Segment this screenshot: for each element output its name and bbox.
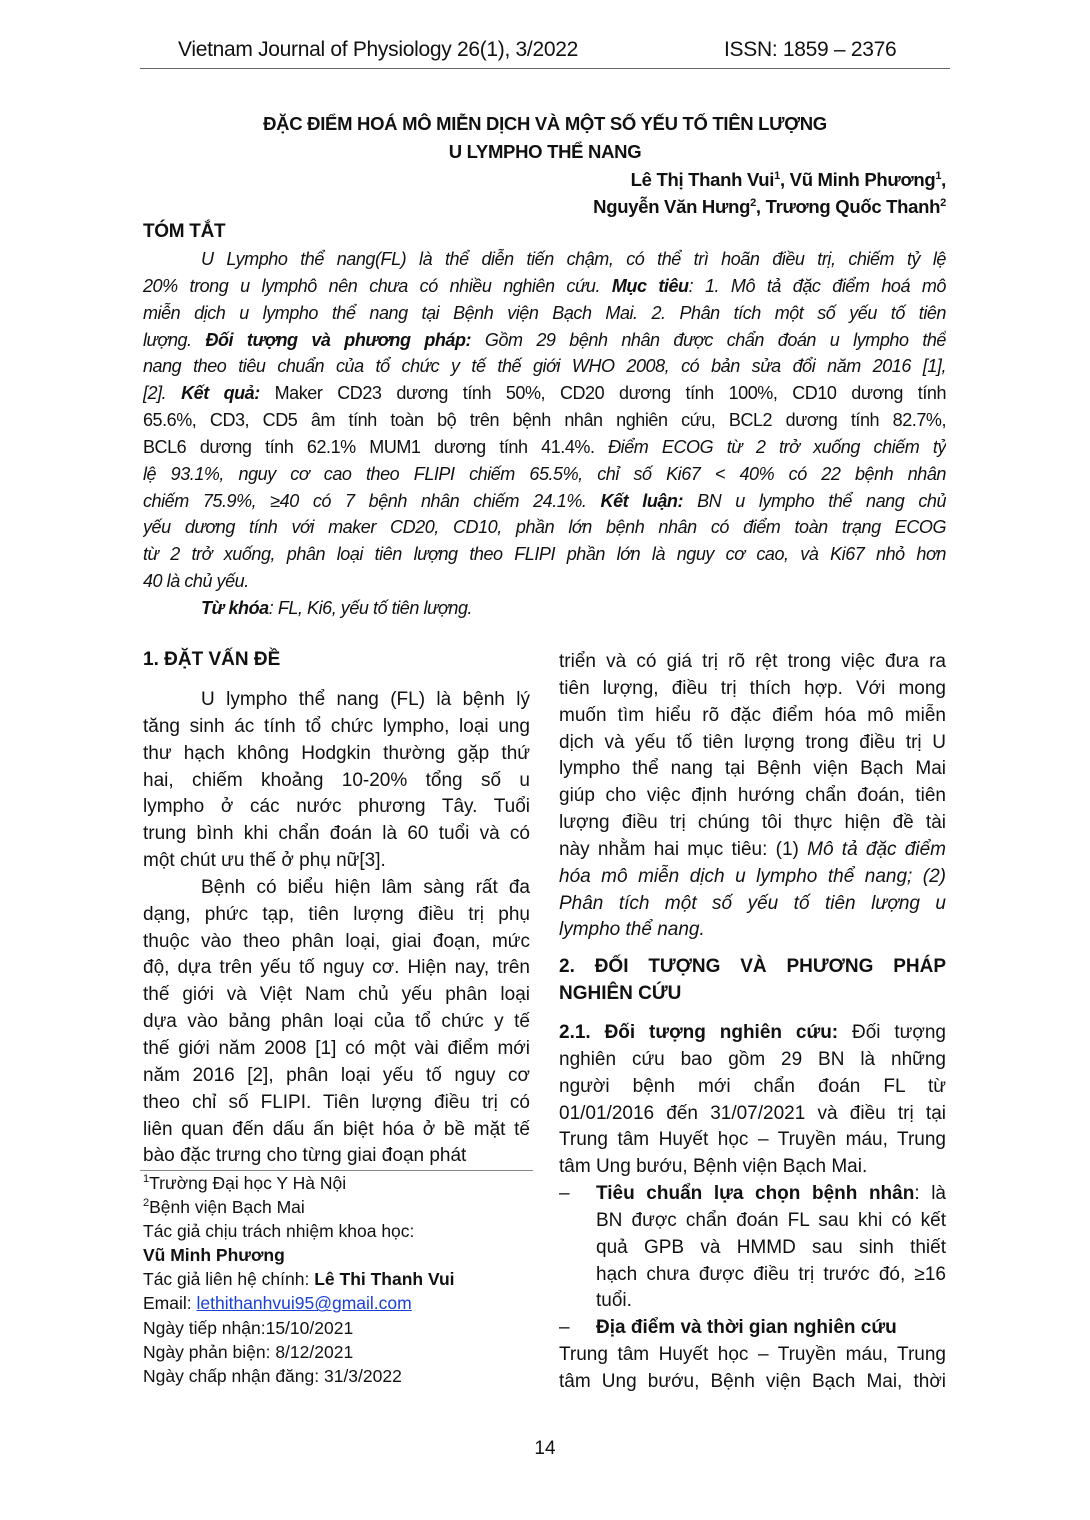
text-run: : là (914, 1183, 946, 1205)
text-line (143, 327, 946, 354)
text-line (559, 837, 946, 864)
text-run: triển và có giá trị rõ rệt trong việc đưa ra (559, 651, 946, 672)
text-run: Nguyễn Văn Hưng (593, 196, 751, 217)
text-line (143, 982, 530, 1009)
text-run: Trung tâm Huyết học – Truyền máu, Trung (559, 1344, 946, 1366)
text-run: 1 (143, 1173, 150, 1186)
text-run: này nhằm hai mục tiêu: (1) (559, 838, 808, 860)
text-run: Điểm ECOG từ 2 trở xuống chiếm tỷ (608, 436, 946, 457)
text-run: hóa mô miễn dịch u lympho thể nang; (2) (559, 865, 946, 887)
text-run: dạng, phức tạp, tiên lượng điều trị phụ (143, 903, 530, 925)
text-line (143, 1219, 533, 1243)
text-line (559, 1154, 946, 1181)
section-2-heading-line (559, 954, 946, 981)
author-line (593, 166, 946, 193)
text-line (559, 1020, 946, 1047)
text-line (559, 1208, 946, 1235)
text-line (143, 1009, 530, 1036)
text-run: tiên lượng, điều trị thích hợp. Với mong (559, 677, 946, 699)
text-line (559, 1288, 946, 1315)
text-run: Trường Đại học Y Hà Nội (149, 1173, 347, 1193)
text-run: [2]. (143, 383, 182, 404)
text-line (143, 794, 530, 821)
bullet-dash: – (559, 1317, 570, 1339)
text-line (143, 568, 946, 595)
text-run: một chút ưu thế ở phụ nữ[3]. (143, 850, 386, 872)
text-line (143, 1036, 530, 1063)
text-run: 1 (935, 169, 942, 182)
authors (593, 166, 946, 220)
text-line (143, 1063, 530, 1090)
text-run: hai, chiếm khoảng 10-20% tổng số u (143, 769, 530, 791)
text-run: 2 (940, 196, 946, 209)
text-line (559, 676, 946, 703)
text-run: lympho ở các nước phương Tây. Tuổi (143, 796, 530, 818)
text-run: liên quan đến dấu ấn biệt hóa ở bề mặt tế (143, 1118, 530, 1140)
text-run: quả GPB và HMMD sau sinh thiết (596, 1236, 946, 1258)
text-line (143, 714, 530, 741)
text-run: chiếm 75.9%, ≥40 có 7 bệnh nhân chiếm 24.1%. (143, 490, 601, 511)
text-run: giúp cho việc định hướng chẩn đoán, tiên (559, 785, 946, 807)
text-run: : 1. Mô tả đặc điểm hoá mô (688, 275, 946, 296)
text-line (559, 917, 946, 944)
text-run: 20% trong u lymphô nên chưa có nhiều nghiên cứu. (143, 275, 612, 296)
section-1-heading: 1. ĐẶT VẤN ĐỀ (143, 649, 281, 670)
text-line (559, 1262, 946, 1289)
abstract (143, 246, 946, 622)
text-run: Bệnh viện Bạch Mai (149, 1197, 305, 1218)
text-line (143, 848, 530, 875)
text-run: 2.1. Đối tượng nghiên cứu: (559, 1022, 839, 1043)
text-run: tuổi. (596, 1290, 632, 1312)
text-run: từ 2 trở xuống, phân loại tiên lượng theo FLIPI phần lớn là nguy cơ cao, và Ki67 nhỏ hơn (143, 544, 946, 565)
text-line (559, 1315, 946, 1342)
text-run: tâm Ung bướu, Bệnh viện Bạch Mai. (559, 1156, 868, 1178)
text-line (143, 1117, 530, 1144)
text-line (559, 810, 946, 837)
text-run: nang theo tiêu chuẩn của tổ chức y tế thế giới WHO 2008, có bản sửa đổi năm 2016 [1], (143, 356, 946, 377)
text-run: Ngày phản biện: 8/12/2021 (143, 1341, 354, 1362)
text-run: dựa vào bảng phân loại của tổ chức y tế (143, 1011, 530, 1033)
text-run: BN được chẩn đoán FL sau khi có kết (596, 1209, 946, 1231)
section-2-1-body (559, 1020, 946, 1396)
text-line (143, 1267, 533, 1291)
text-line (559, 1235, 946, 1262)
text-run: Tác giả chịu trách nhiệm khoa học: (143, 1221, 415, 1242)
text-run: thế giới và Việt Nam chủ yếu phân loại (143, 984, 530, 1006)
text-line (143, 1090, 530, 1117)
text-run: Tác giả liên hệ chính: (143, 1269, 315, 1290)
text-line (143, 1340, 533, 1364)
text-run: lympho thể nang tại Bệnh viện Bạch Mai (559, 758, 946, 780)
author-line (593, 193, 946, 220)
text-run: hạch chưa được điều trị trước đó, ≥16 (596, 1263, 946, 1285)
text-run: Trung tâm Huyết học – Truyền máu, Trung (559, 1129, 946, 1151)
issn-header: ISSN: 1859 – 2376 (724, 38, 897, 61)
text-run: Vũ Minh Phương (143, 1245, 285, 1266)
text-run: tăng sinh ác tính tổ chức lympho, loại ung (143, 715, 530, 737)
text-line (559, 756, 946, 783)
text-line (143, 461, 946, 488)
text-run: nghiên cứu bao gồm 29 BN là những (559, 1048, 946, 1070)
text-line (559, 1342, 946, 1369)
text-line (143, 1143, 530, 1170)
footnotes (143, 1171, 533, 1388)
text-line (143, 768, 530, 795)
text-run: Mô tả đặc điểm (807, 838, 946, 860)
text-run: dịch và yếu tố tiên lượng trong điều trị U (559, 731, 946, 753)
text-run: tâm Ung bướu, Bệnh viện Bạch Mai, thời (559, 1370, 946, 1392)
text-run: bào đặc trưng cho từng giai đoạn phát (143, 1145, 467, 1167)
text-run: Gồm 29 bệnh nhân được chẩn đoán u lympho thể (471, 329, 946, 350)
text-run: Ngày chấp nhận đăng: 31/3/2022 (143, 1365, 402, 1386)
text-run: , (941, 169, 946, 190)
text-run: theo chỉ số FLIPI. Tiên lượng điều trị có (143, 1091, 530, 1113)
text-line (559, 1181, 946, 1208)
text-run: U lympho thể nang (FL) là bệnh lý (201, 689, 530, 710)
text-line (143, 929, 530, 956)
text-run: Maker CD23 dương tính 50%, CD20 dương tính 100%, CD10 dương tính (259, 383, 946, 404)
bullet-dash: – (559, 1183, 570, 1205)
text-line (559, 1047, 946, 1074)
text-run: 01/01/2016 đến 31/07/2021 và điều trị tại (559, 1102, 946, 1124)
paper-title-line-1: ĐẶC ĐIỂM HOÁ MÔ MIỄN DỊCH VÀ MỘT SỐ YẾU TỐ TIÊN LƯỢNG (263, 113, 827, 134)
text-run: 1 (774, 169, 780, 182)
text-run: thế giới năm 2008 [1] có một vài điểm mới (143, 1037, 530, 1059)
text-line (559, 730, 946, 757)
text-run: Kết luận: (600, 490, 684, 511)
text-line (143, 902, 530, 929)
left-column-body (143, 687, 530, 1170)
text-run: Tiêu chuẩn lựa chọn bệnh nhân (596, 1183, 915, 1205)
text-run: Bệnh có biểu hiện lâm sàng rất đa (201, 876, 530, 898)
text-run: lympho thể nang. (559, 919, 705, 941)
text-line (143, 300, 946, 327)
text-run: độ, dựa trên yếu tố nguy cơ. Hiện nay, trên (143, 957, 530, 979)
text-run: Địa điểm và thời gian nghiên cứu (596, 1317, 897, 1339)
text-run: 2 (750, 196, 756, 209)
text-line (143, 488, 946, 515)
text-line (143, 1171, 533, 1195)
abstract-heading: TÓM TẮT (143, 221, 226, 242)
text-run: lượng điều trị chúng tôi thực hiện đề tài (559, 812, 946, 834)
text-line (559, 891, 946, 918)
text-run: Từ khóa (201, 597, 269, 618)
right-column-body (559, 649, 946, 944)
text-run: Lê Thị Thanh Vui (630, 169, 775, 190)
page-number: 14 (534, 1438, 556, 1459)
text-line (143, 741, 530, 768)
text-line (143, 246, 946, 273)
text-run: BCL6 dương tính 62.1% MUM1 dương tính 41.4%. (143, 436, 609, 457)
text-line (559, 1127, 946, 1154)
text-line (143, 1364, 533, 1388)
text-run: miễn dịch u lympho thể nang tại Bệnh viện Bạch Mai. 2. Phân tích một số yếu tố tiên (143, 302, 946, 323)
text-line (143, 541, 946, 568)
text-run: Email: (143, 1293, 197, 1314)
text-run: thuộc vào theo phân loại, giai đoạn, mức (143, 930, 530, 952)
text-line (559, 649, 946, 676)
text-line (143, 875, 530, 902)
text-line (143, 595, 946, 622)
text-run: U Lympho thể nang(FL) là thể diễn tiến chậm, có thể trì hoãn điều trị, chiếm tỷ lệ (201, 249, 946, 269)
text-run: lệ 93.1%, nguy cơ cao theo FLIPI chiếm 65.5%, chỉ số Ki67 < 40% có 22 bệnh nhân (143, 463, 946, 484)
text-run: Đối tượng (838, 1022, 946, 1043)
text-run: 65.6%, CD3, CD5 âm tính toàn bộ trên bệnh nhân nghiên cứu, BCL2 dương tính 82.7%, (143, 410, 946, 431)
text-run: BN u lympho thể nang chủ (683, 490, 946, 511)
text-line (559, 783, 946, 810)
text-run: NGHIÊN CỨU (559, 982, 682, 1004)
text-line (143, 514, 946, 541)
text-run: Kết quả: (181, 383, 260, 404)
text-line (143, 1243, 533, 1267)
text-run: Đối tượng và phương pháp: (205, 329, 472, 350)
text-run: : FL, Ki6, yếu tố tiên lượng. (268, 597, 473, 618)
text-run: 2. ĐỐI TƯỢNG VÀ PHƯƠNG PHÁP (559, 956, 946, 977)
text-run: 2 (143, 1197, 150, 1210)
text-run: 40 là chủ yếu. (143, 571, 249, 592)
text-line (143, 380, 946, 407)
text-line (143, 353, 946, 380)
email-link[interactable]: lethithanhvui95@gmail.com (196, 1293, 412, 1314)
text-line (559, 1101, 946, 1128)
text-run: Lê Thi Thanh Vui (314, 1269, 455, 1290)
text-line (143, 407, 946, 434)
text-run: , Trương Quốc Thanh (755, 196, 941, 217)
text-run: muốn tìm hiểu rõ đặc điểm hóa mô miễn (559, 704, 946, 726)
text-line (559, 864, 946, 891)
text-run: yếu dương tính với maker CD20, CD10, phần lớn bệnh nhân có điểm toàn trạng ECOG (143, 517, 946, 538)
text-line (143, 955, 530, 982)
section-2-heading-line (559, 981, 946, 1008)
header-rule (140, 68, 950, 69)
text-run: Phân tích một số yếu tố tiên lượng u (559, 892, 946, 914)
text-line (143, 434, 946, 461)
text-line (143, 1195, 533, 1219)
text-run: năm 2016 [2], phân loại yếu tố nguy cơ (143, 1064, 530, 1086)
journal-header: Vietnam Journal of Physiology 26(1), 3/2022 (178, 38, 578, 61)
text-line (143, 1291, 533, 1315)
text-line (559, 1074, 946, 1101)
text-line (559, 1369, 946, 1396)
paper-title-line-2: U LYMPHO THỂ NANG (448, 141, 642, 162)
text-run: lượng. (143, 329, 206, 350)
text-line (143, 687, 530, 714)
text-run: Mục tiêu (611, 275, 689, 296)
text-line (143, 1316, 533, 1340)
text-run: Ngày tiếp nhận:15/10/2021 (143, 1317, 354, 1338)
text-line (143, 821, 530, 848)
text-run: người bệnh mới chẩn đoán FL từ (559, 1075, 946, 1097)
text-line (559, 703, 946, 730)
text-run: , Vũ Minh Phương (779, 169, 936, 190)
text-run: thư hạch không Hodgkin thường gặp thứ (143, 742, 530, 764)
section-2-heading (559, 954, 946, 1008)
text-run: trung bình khi chẩn đoán là 60 tuổi và có (143, 823, 530, 845)
text-line (143, 273, 946, 300)
